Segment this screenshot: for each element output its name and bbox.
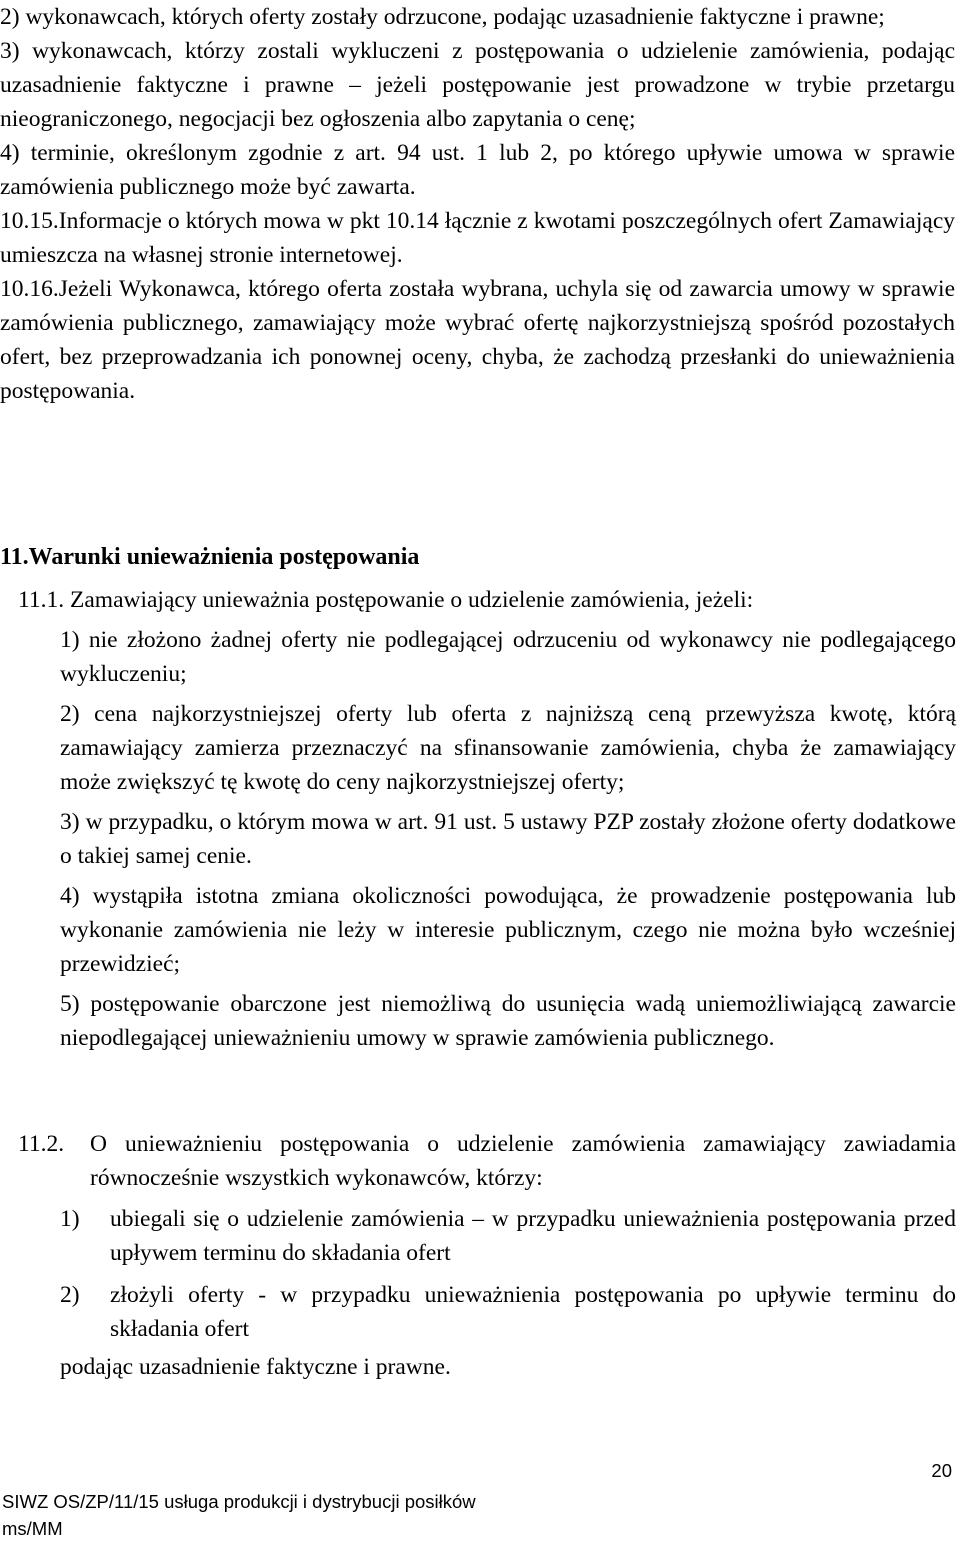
list-item [60,1278,956,1346]
intro-paragraph: 3) wykonawcach, którzy zostali wykluczeni z postępowania o udzielenie zamówienia, podając uzasadnienie faktyczne i prawne – jeżeli postępowanie jest prowadzone w trybie przetargu nieograniczonego, negocjacji bez ogłoszenia albo zapytania o cenę; [0,38,955,132]
list-item: 1) nie złożono żadnej oferty nie podlegającej odrzuceniu od wykonawcy nie podlegającego wykluczeniu; [60,627,956,687]
page-number: 20 [931,1460,952,1481]
closing-line: podając uzasadnienie faktyczne i prawne. [60,1354,451,1380]
list-item: 3) w przypadku, o którym mowa w art. 91 ust. 5 ustawy PZP zostały złożone oferty dodatkowe o takiej samej cenie. [60,809,956,869]
section-11-1 [18,583,958,617]
section-11-2-text: O unieważnieniu postępowania o udzielenie zamówienia zamawiający zawiadamia równocześnie wszystkich wykonawców, którzy: [90,1131,956,1191]
intro-block [0,0,955,408]
section-heading: 11.Warunki unieważnienia postępowania [0,544,420,570]
intro-paragraph: 2) wykonawcach, których oferty zostały odrzucone, podając uzasadnienie faktyczne i prawne; [0,4,885,30]
intro-paragraph: 4) terminie, określonym zgodnie z art. 94 ust. 1 lub 2, po którego upływie umowa w sprawie zamówienia publicznego może być zawarta. [0,140,955,200]
list-item-text: ubiegali się o udzielenie zamówienia – w przypadku unieważnienia postępowania przed upływem terminu do składania ofert [110,1206,956,1266]
list-item-text: złożyli oferty - w przypadku unieważnienia postępowania po upływie terminu do składania ofert [110,1282,956,1342]
list-item: 2) cena najkorzystniejszej oferty lub oferta z najniższą ceną przewyższa kwotę, którą zamawiający zamierza przeznaczyć na sfinansowanie zamówienia, chyba że zamawiający może zwiększyć tę kwotę do ceny najkorzystniejszej oferty; [60,701,956,795]
list-item [60,1202,956,1270]
intro-paragraph: 10.15.Informacje o których mowa w pkt 10.14 łącznie z kwotami poszczególnych ofert Zamawiający umieszcza na własnej stronie internetowej. [0,208,955,268]
list-item: 4) wystąpiła istotna zmiana okoliczności powodująca, że prowadzenie postępowania lub wykonanie zamówienia nie leży w interesie publicznym, czego nie można było wcześniej przewidzieć; [60,883,956,977]
footer-line-1: SIWZ OS/ZP/11/15 usługa produkcji i dystrybucji posiłków [2,1491,476,1512]
section-11-1-lead: 11.1. Zamawiający unieważnia postępowanie o udzielenie zamówienia, jeżeli: [18,587,754,613]
section-11-2-list [60,1202,956,1346]
list-item-number: 1) [60,1206,80,1232]
footer-line-2: ms/MM [2,1518,63,1539]
list-item: 5) postępowanie obarczone jest niemożliwą do usunięcia wadą uniemożliwiającą zawarcie niepodlegającej unieważnieniu umowy w sprawie zamówienia publicznego. [60,991,956,1051]
list-item-number: 2) [60,1282,80,1308]
section-11-2-number: 11.2. [18,1131,65,1157]
section-11-1-list [60,623,956,1055]
intro-paragraph: 10.16.Jeżeli Wykonawca, którego oferta została wybrana, uchyla się od zawarcia umowy w sprawie zamówienia publicznego, zamawiający może wybrać ofertę najkorzystniejszą spośród pozostałych ofert, bez przeprowadzania ich ponownej oceny, chyba, że zachodzą przesłanki do unieważnienia postępowania. [0,276,955,404]
section-11-2 [18,1127,956,1195]
